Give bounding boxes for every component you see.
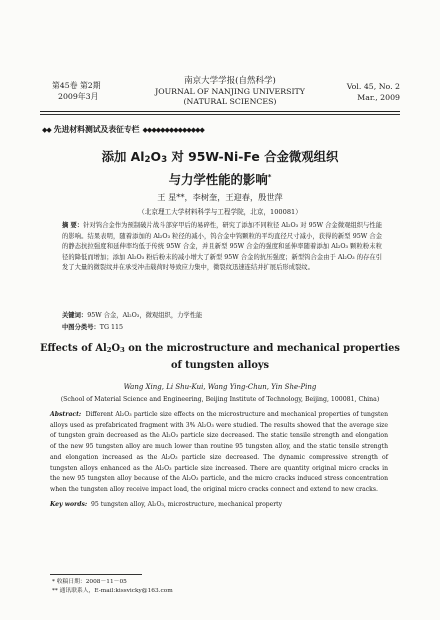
journal-title-cn: 南京大学学报(自然科学) [184,76,276,86]
volume-issue-en: Vol. 45, No. 2 [346,82,400,91]
affiliation-en: (School of Material Science and Engineering, Beijing Institute of Technology, Beijing, 100081, China) [60,396,380,403]
authors-cn: 王 星**，李树奎，王迎春，殷世萍 [157,192,283,202]
title-cn [40,148,400,188]
footnote-correspondence: ** 通讯联系人，E-mail:kissvicky@163.com [52,588,173,595]
diamond-decoration-icon: ◆◆◆◆◆◆◆◆◆◆◆◆◆◆ [142,125,204,134]
header-rule-thick [40,111,400,112]
diamond-decoration-icon: ◆◆ [42,125,51,134]
column-banner [42,124,204,135]
abstract-cn-label: 摘 要： [62,222,84,229]
abstract-en [50,410,388,496]
title-en-line2: of tungsten alloys [170,360,270,371]
title-cn-line1: 添加 Al2O3 对 95W-Ni-Fe 合金微观组织 [101,149,339,165]
affiliation-cn: （北京理工大学材料科学与工程学院，北京，100081） [138,208,302,216]
journal-title-en-1: JOURNAL OF NANJING UNIVERSITY [155,86,305,96]
keywords-en: Key words: 95 tungsten alloy, Al₂O₃, microstructure, mechanical property [50,501,283,508]
classification-cn: 中图分类号：TG 115 [62,324,124,331]
title-cn-line2: 与力学性能的影响* [168,172,272,188]
column-label: 先进材料测试及表征专栏 [53,125,140,134]
abstract-cn-text: 针对钨合金作为预制破片战斗部穿甲后的易碎性，研究了添加不同粒径 Al₂O₃ 对 95W 合金微观组织与性能的影响。结果表明，随着添加的 Al₂O₃ 粒径的减小，钨合金中钨颗粒的平均直径尺寸减小，获得的新型 95W 合金的静态抗拉强度和延伸率均低于传统 95W 合金，并且新型 95W 合金的强度和延伸率随着添加 Al₂O₃ 颗粒粉末粒径的降低而增加；添加 Al₂O₃ 粉后粉末的减小增大了新型 95W 合金的抗压强度；新型钨合金由于 Al₂O₃ 的存在引发了大量的微裂纹并在承受冲击载荷时导致应力集中，微裂纹迅速连结并扩展后形成裂纹。 [62,222,383,272]
title-en-line1: Effects of Al2O3 on the microstructure and mechanical properties [40,343,400,354]
footnote-rule [50,574,142,575]
authors-en: Wang Xing, Li Shu-Kui, Wang Ying-Chun, Yin She-Ping [123,383,317,391]
footnotes [52,578,173,597]
date-en: Mar., 2009 [357,93,400,102]
keywords-cn: 关键词：95W 合金，Al₂O₃，微观组织，力学性能 [62,312,203,319]
volume-issue-cn: 第45卷 第2期 [52,81,101,90]
date-cn: 2009年3月 [58,92,99,101]
abstract-en-label: Abstract: [50,411,82,418]
header-right [347,81,400,103]
abstract-en-text: Different Al₂O₃ particle size effects on the microstructure and mechanical properties of tungsten alloys used as prefabricated fragment with 3% Al₂O₃ were studied. The results showed that the average size of tungsten grain decreased as the Al₂O₃ particle size decreased. The static tensile strength and elongation of the new 95 tungsten alloy are much lower than routine 95 tungsten alloy, and the static tensile strength and elongation increased as the Al₂O₃ particle size decreased. The dynamic compressive strength of tungsten alloys enhanced as the Al₂O₃ particle size increased. There are quantity original micro cracks in the new 95 tungsten alloy because of the Al₂O₃ particle, and the micro cracks induced stress concentration when the tungsten alloy receive impact load, the original micro cracks connect and extend to new cracks. [50,411,388,493]
journal-title-en-2: (NATURAL SCIENCES) [183,97,277,107]
title-en [40,341,400,373]
footnote-received: * 收稿日期：2008－11－05 [52,579,127,585]
header-rule-thin [40,114,400,115]
header-left [52,80,101,102]
abstract-cn [62,221,382,274]
header-center [140,76,320,108]
